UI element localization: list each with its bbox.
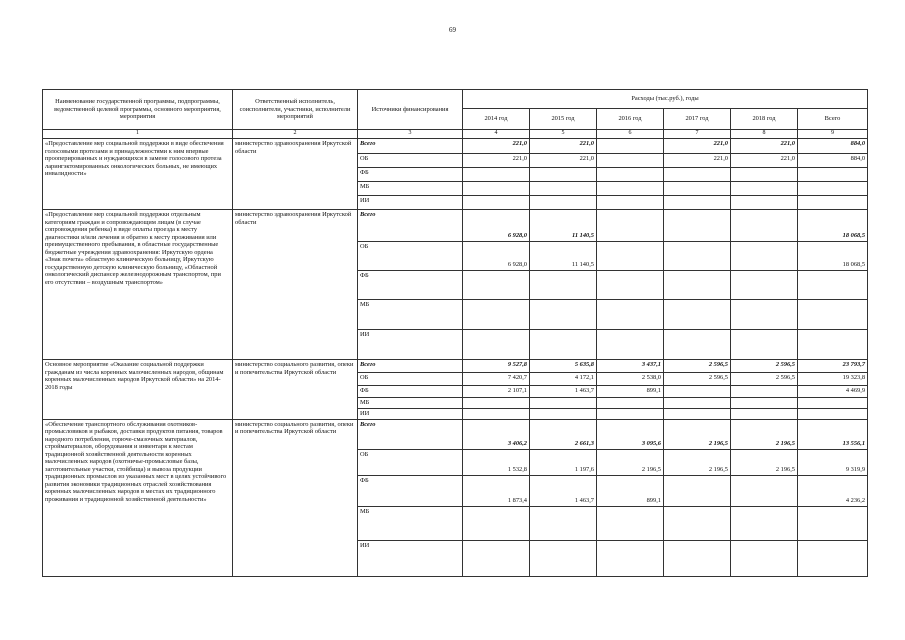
measure-name: «Обеспечение транспортного обслуживания охотников-промысловиков и рыбаков, доставки продуктов питания, товаров народного потребления, горюче-смазочных материалов, стройматериалов, оборудования и инвентаря к местам традиционной хозяйственной деятельности коренных малочисленных народов (охотничье-промысловые базы, заготовительные участки, стойбища) и вывоза продукции традиционных промыслов из указанных мест в целях устойчивого развития экономики традиционных отраслей хозяйствования коренных малочисленных народов в местах их традиционного проживания и традиционной хозяйственной деятельности» (43, 419, 233, 576)
expense-value (664, 300, 731, 330)
funding-source: МБ (358, 506, 463, 540)
expense-value (664, 386, 731, 398)
expense-value (463, 506, 530, 540)
funding-source: ОБ (358, 242, 463, 271)
expense-value (463, 182, 530, 196)
header-sources: Источники финансирования (358, 90, 463, 130)
column-index: 4 (463, 130, 530, 139)
expense-value (664, 242, 731, 271)
column-index: 2 (233, 130, 358, 139)
expense-value: 2 196,5 (664, 449, 731, 475)
expense-value: 2 596,5 (664, 360, 731, 373)
expense-value (463, 196, 530, 210)
expense-value (530, 196, 597, 210)
measure-executor: министерство здравоохранения Иркутской области (233, 210, 358, 360)
expense-value: 2 661,3 (530, 419, 597, 449)
expense-value: 221,0 (731, 139, 798, 154)
column-index: 8 (731, 130, 798, 139)
column-index: 3 (358, 130, 463, 139)
measure-executor: министерство здравоохранения Иркутской области (233, 139, 358, 210)
expense-value: 11 140,5 (530, 210, 597, 242)
expense-value: 3 437,1 (597, 360, 664, 373)
expense-value (731, 210, 798, 242)
expense-value: 2 538,0 (597, 373, 664, 386)
expense-value (530, 300, 597, 330)
expense-value (530, 182, 597, 196)
expenses-table (42, 89, 868, 577)
expense-value (664, 196, 731, 210)
expense-value: 18 068,5 (798, 210, 868, 242)
expense-value: 2 107,1 (463, 386, 530, 398)
expense-value: 884,0 (798, 154, 868, 168)
funding-source: ИИ (358, 196, 463, 210)
expense-value: 1 197,6 (530, 449, 597, 475)
expense-value (530, 271, 597, 300)
expense-value (530, 398, 597, 409)
expense-value (731, 506, 798, 540)
funding-source: ФБ (358, 168, 463, 182)
expense-value (798, 168, 868, 182)
expense-value (664, 398, 731, 409)
expense-value: 9 319,9 (798, 449, 868, 475)
table-row (43, 360, 868, 373)
expense-value (664, 475, 731, 506)
expense-value: 221,0 (463, 154, 530, 168)
header-total: Всего (798, 109, 868, 130)
expense-value (463, 540, 530, 576)
header-executor: Ответственный исполнитель, соисполнители, участники, исполнители мероприятий (233, 90, 358, 130)
expense-value (463, 300, 530, 330)
funding-source: ИИ (358, 540, 463, 576)
expense-value (463, 271, 530, 300)
expense-value: 221,0 (664, 154, 731, 168)
expense-value: 1 532,8 (463, 449, 530, 475)
expense-value: 884,0 (798, 139, 868, 154)
column-index: 1 (43, 130, 233, 139)
expense-value (530, 540, 597, 576)
funding-source: Всего (358, 360, 463, 373)
table-row (43, 419, 868, 449)
expense-value: 2 596,5 (664, 373, 731, 386)
column-index: 7 (664, 130, 731, 139)
table-row (43, 210, 868, 242)
expense-value: 3 406,2 (463, 419, 530, 449)
expense-value: 2 596,5 (731, 373, 798, 386)
header-expenses: Расходы (тыс.руб.), годы (463, 90, 868, 109)
expense-value (664, 330, 731, 360)
expense-value: 2 596,5 (731, 360, 798, 373)
expense-value (731, 409, 798, 420)
expense-value (664, 409, 731, 420)
measure-executor: министерство социального развития, опеки и попечительства Иркутской области (233, 419, 358, 576)
funding-source: Всего (358, 419, 463, 449)
expense-value: 221,0 (530, 154, 597, 168)
expense-value (798, 398, 868, 409)
expense-value (530, 168, 597, 182)
expense-value (597, 139, 664, 154)
expense-value (530, 506, 597, 540)
expense-value: 1 463,7 (530, 475, 597, 506)
expense-value (597, 409, 664, 420)
expense-value: 9 527,8 (463, 360, 530, 373)
expense-value (664, 506, 731, 540)
funding-source: МБ (358, 300, 463, 330)
funding-source: ОБ (358, 154, 463, 168)
expense-value: 13 556,1 (798, 419, 868, 449)
measure-name: «Предоставление мер социальной поддержки отдельным категориям граждан и сопровождающим лицам (в случае сопровождения ребенка) в виде оплаты проезда к месту диагностики и/или лечения и обратно к месту проживания или преимущественного пребывания, в областные государственные бюджетные учреждения здравоохранения: Иркутскую ордена «Знак почета» областную клиническую больницу, Иркутскую государственную детскую клиническую больницу, «Областной онкологический диспансер железнодорожным транспортом, при его отсутствии – воздушным транспортом» (43, 210, 233, 360)
expense-value: 7 420,7 (463, 373, 530, 386)
expense-value: 221,0 (731, 154, 798, 168)
expense-value (530, 330, 597, 360)
expense-value (798, 271, 868, 300)
expense-value (463, 330, 530, 360)
expense-value (798, 409, 868, 420)
expense-value (664, 168, 731, 182)
expense-value (731, 475, 798, 506)
expense-value (597, 300, 664, 330)
page-number: 69 (449, 26, 456, 34)
expense-value (597, 398, 664, 409)
expense-value (798, 540, 868, 576)
column-index: 5 (530, 130, 597, 139)
expense-value (731, 300, 798, 330)
funding-source: ИИ (358, 330, 463, 360)
expense-value: 18 068,5 (798, 242, 868, 271)
expense-value: 221,0 (463, 139, 530, 154)
expense-value (731, 182, 798, 196)
column-index: 6 (597, 130, 664, 139)
expense-value: 5 635,8 (530, 360, 597, 373)
expense-value (597, 182, 664, 196)
expense-value: 4 469,9 (798, 386, 868, 398)
header-year: 2015 год (530, 109, 597, 130)
expense-value (798, 506, 868, 540)
expense-value (798, 182, 868, 196)
expense-value (731, 196, 798, 210)
expense-value (731, 398, 798, 409)
measure-name: Основное мероприятие «Оказание социальной поддержки гражданам из числа коренных малочисленных народов, общинам коренных малочисленных народов Иркутской области» на 2014-2018 годы (43, 360, 233, 420)
header-year: 2014 год (463, 109, 530, 130)
expense-value (731, 540, 798, 576)
measure-name: «Предоставление мер социальной поддержки в виде обеспечения голосовыми протезами и принадлежностями к ним впервые прооперированных и нуждающихся в замене голосового протеза ларингэктомированных онкологических больных, не имеющих инвалидности» (43, 139, 233, 210)
funding-source: ФБ (358, 386, 463, 398)
expense-value (597, 271, 664, 300)
expense-value (597, 154, 664, 168)
expense-value (597, 168, 664, 182)
expense-value (463, 409, 530, 420)
expense-value: 2 196,5 (664, 419, 731, 449)
expense-value (731, 168, 798, 182)
expense-value: 221,0 (530, 139, 597, 154)
funding-source: ИИ (358, 409, 463, 420)
expense-value: 221,0 (664, 139, 731, 154)
expense-value: 6 928,0 (463, 242, 530, 271)
expense-value (597, 242, 664, 271)
expense-value: 4 236,2 (798, 475, 868, 506)
expense-value (530, 409, 597, 420)
expense-value (597, 196, 664, 210)
expense-value (731, 271, 798, 300)
funding-source: МБ (358, 398, 463, 409)
funding-source: МБ (358, 182, 463, 196)
expense-value: 3 095,6 (597, 419, 664, 449)
header-year: 2018 год (731, 109, 798, 130)
expense-value (664, 540, 731, 576)
expense-value (798, 196, 868, 210)
expense-value (664, 182, 731, 196)
expense-value (731, 330, 798, 360)
expense-value: 899,1 (597, 386, 664, 398)
expense-value: 2 196,5 (731, 419, 798, 449)
funding-source: ФБ (358, 271, 463, 300)
expense-value: 2 196,5 (597, 449, 664, 475)
column-index: 9 (798, 130, 868, 139)
expense-value (597, 540, 664, 576)
funding-source: Всего (358, 210, 463, 242)
expense-value (597, 506, 664, 540)
expense-value: 4 172,1 (530, 373, 597, 386)
expense-value (731, 386, 798, 398)
header-program-name: Наименование государственной программы, подпрограммы, ведомственной целевой программы, основного мероприятия, мероприятия (43, 90, 233, 130)
funding-source: ОБ (358, 373, 463, 386)
expense-value: 6 928,0 (463, 210, 530, 242)
table-row (43, 139, 868, 154)
expense-value (664, 271, 731, 300)
expense-value: 1 463,7 (530, 386, 597, 398)
expense-value (463, 398, 530, 409)
expense-value (798, 300, 868, 330)
expense-value (731, 242, 798, 271)
expense-value: 11 140,5 (530, 242, 597, 271)
funding-source: Всего (358, 139, 463, 154)
expense-value: 2 196,5 (731, 449, 798, 475)
expense-value (597, 330, 664, 360)
funding-source: ФБ (358, 475, 463, 506)
header-year: 2016 год (597, 109, 664, 130)
expense-value (597, 210, 664, 242)
expense-value: 19 323,8 (798, 373, 868, 386)
expense-value: 899,1 (597, 475, 664, 506)
expense-value: 23 793,7 (798, 360, 868, 373)
expense-value (463, 168, 530, 182)
expense-value (798, 330, 868, 360)
expense-value (664, 210, 731, 242)
header-year: 2017 год (664, 109, 731, 130)
funding-source: ОБ (358, 449, 463, 475)
expense-value: 1 873,4 (463, 475, 530, 506)
measure-executor: министерство социального развития, опеки и попечительства Иркутской области (233, 360, 358, 420)
